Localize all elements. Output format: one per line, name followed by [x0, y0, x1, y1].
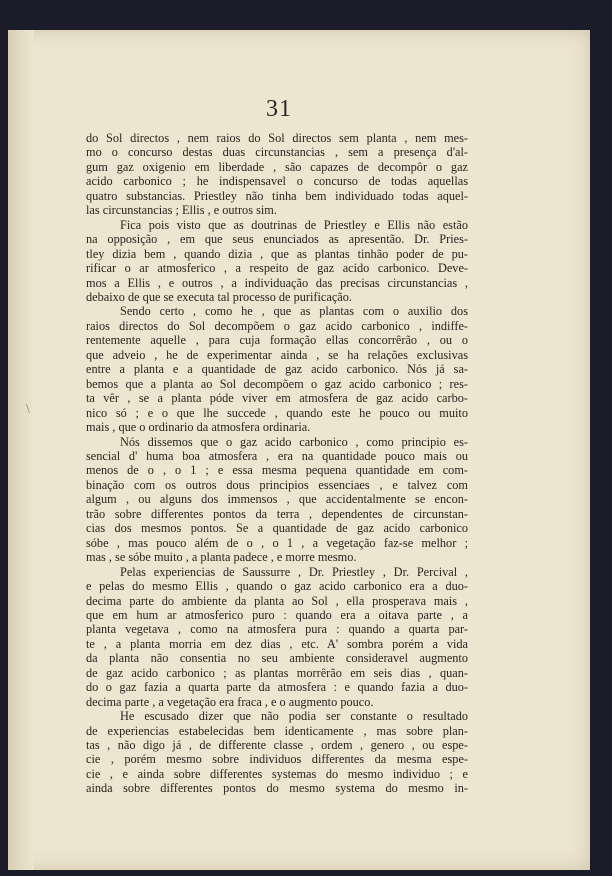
text-line: decima parte , a vegetação era fraca , e o augmento pouco. — [86, 694, 374, 709]
text-line: algum , ou alguns dos immensos , que accidentalmente se encon- — [86, 492, 468, 507]
text-line: decima parte do ambiente da planta ao Sol , ella prosperava mais , — [86, 593, 468, 608]
text-line: las circunstancias ; Ellis , e outros sim. — [86, 203, 277, 218]
text-line: nico só ; e o que lhe succede , quando este he pouco ou muito — [86, 405, 468, 420]
text-line: debaixo de que se executa tal processo de purificação. — [86, 289, 352, 304]
text-line: que em hum ar atmosferico puro : quando era a oitava parte , a — [86, 607, 468, 622]
text-line: mo o concurso destas duas circunstancias , sem a presença d'al- — [86, 145, 468, 160]
text-line: quatro substancias. Priestley não tinha bem individuado todas aquel- — [86, 188, 468, 203]
text-line: cias dos mesmos pontos. Se a quantidade de gaz acido carbonico — [86, 521, 468, 536]
text-line: raios directos do Sol decompõem o gaz acido carbonico , indiffe- — [86, 318, 468, 333]
text-line: Sendo certo , como he , que as plantas com o auxilio dos — [120, 304, 468, 319]
text-line: trão sobre differentes pontos da terra , dependentes de circunstan- — [86, 506, 468, 521]
text-line: Pelas experiencias de Saussurre , Dr. Priestley , Dr. Percival , — [120, 564, 468, 579]
text-line: mais , que o ordinario da atmosfera ordinaria. — [86, 420, 311, 435]
book-page — [8, 30, 590, 870]
text-line: cie , porém mesmo sobre individuos differentes da mesma espe- — [86, 752, 468, 767]
text-line: binação com os outros dous principios essenciaes , e talvez com — [86, 477, 468, 492]
text-line: de gaz acido carbonico ; as plantas morrêrão em seis dias , quan- — [86, 665, 468, 680]
text-line: Nós dissemos que o gaz acido carbonico , como principio es- — [120, 434, 468, 449]
margin-mark: \ — [26, 402, 30, 417]
text-line: de experiencias estabelecidas bem identicamente , mas sobre plan- — [86, 723, 468, 738]
text-line: acido carbonico ; he indispensavel o concurso de todas aquellas — [86, 174, 468, 189]
page-number: 31 — [266, 96, 292, 122]
text-line: que adveio , he de experimentar ainda , se ha relações exclusivas — [86, 347, 468, 362]
text-line: do o gaz fazia a quarta parte da atmosfera : e quando fazia a duo- — [86, 680, 468, 695]
text-line: da planta não consentia no seu ambiente consideravel augmento — [86, 651, 468, 666]
text-line: menos de o , o 1 ; e essa mesma pequena quantidade em com- — [86, 463, 468, 478]
text-line: ainda sobre differentes pontos do mesmo systema do mesmo in- — [86, 781, 468, 796]
text-line: na opposição , em que seus enunciados as apresentão. Dr. Pries- — [86, 232, 468, 247]
text-line: rificar o ar atmosferico , a respeito de gaz acido carbonico. Deve- — [86, 261, 468, 276]
text-line: Fica pois visto que as doutrinas de Priestley e Ellis não estão — [120, 217, 468, 232]
text-line: te , a planta morria em dez dias , etc. A' sombra porém a vida — [86, 636, 468, 651]
text-line: He escusado dizer que não podia ser constante o resultado — [120, 709, 468, 724]
text-line: ta vêr , se a planta póde viver em atmosfera de gaz acido carbo- — [86, 391, 468, 406]
text-line: do Sol directos , nem raios do Sol directos sem planta , nem mes- — [86, 131, 468, 145]
text-line: sencial d' huma boa atmosfera , era na quantidade pouco mais ou — [86, 448, 468, 463]
text-line: mas , se sóbe muito , a planta padece , e morre mesmo. — [86, 550, 357, 565]
text-line: tas , não digo já , de differente classe , ordem , genero , ou espe- — [86, 738, 468, 753]
text-line: bemos que a planta ao Sol decompõem o gaz acido carbonico ; res- — [86, 376, 468, 391]
text-line: entre a planta e a quantidade de gaz acido carbonico. Nós já sa- — [86, 362, 468, 377]
text-line: gum gaz oxigenio em liberdade , são capazes de decompôr o gaz — [86, 159, 468, 174]
text-line: tley dizia bem , quando dizia , que as plantas tinhão poder de pu- — [86, 246, 468, 261]
text-line: cie , e ainda sobre differentes systemas do mesmo individuo ; e — [86, 766, 468, 781]
text-line: rentemente aquelle , para cuja formação ellas concorrêrão , ou o — [86, 333, 468, 348]
text-line: planta vegetava , como na atmosfera pura : quando a quarta par- — [86, 622, 468, 637]
text-line: sóbe , mas pouco além de o , o 1 , a vegetação faz-se melhor ; — [86, 535, 468, 550]
page-gutter — [8, 30, 34, 870]
text-line: e pelas do mesmo Ellis , quando o gaz acido carbonico era a duo- — [86, 579, 468, 594]
body-text — [86, 131, 468, 796]
text-line: mos a Ellis , e outros , a individuação das precisas circunstancias , — [86, 275, 468, 290]
